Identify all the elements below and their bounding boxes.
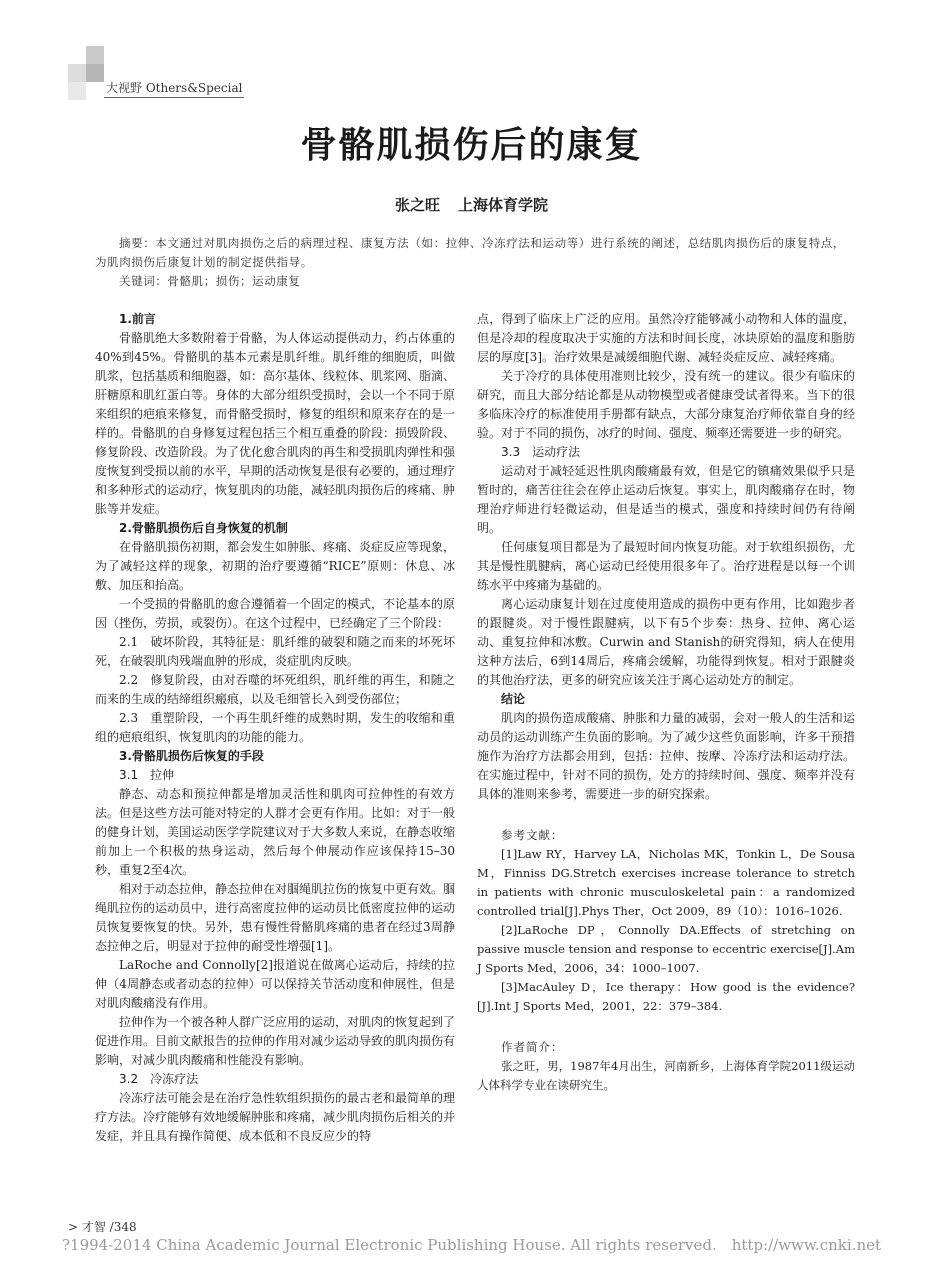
references-heading: 参考文献： <box>501 828 564 842</box>
paragraph: 2.2 修复阶段，由对吞噬的坏死组织，肌纤维的再生，和随之而来的生成的结缔组织瘢痕，以及毛细管长入到受伤部位； <box>95 673 455 706</box>
author-bio-heading: 作者简介： <box>501 1040 564 1054</box>
section-heading: 结论 <box>501 692 526 706</box>
subsection-heading: 3.2 冷冻疗法 <box>119 1072 199 1086</box>
paragraph: LaRoche and Connolly[2]报道说在做离心运动后，持续的拉伸（4周静态或者动态的拉伸）可以保持关节活动度和伸展性，但是对肌肉酸痛没有作用。 <box>95 958 455 1010</box>
section-label: 大视野 Others&Special <box>106 81 243 95</box>
paragraph: 任何康复项目都是为了最短时间内恢复功能。对于软组织损伤，尤其是慢性肌腱病，离心运动已经使用很多年了。治疗进程是以每一个训练水平中疼痛为基础的。 <box>477 540 855 592</box>
section-heading: 1.前言 <box>119 312 156 326</box>
paragraph: 在骨骼肌损伤初期，都会发生如肿胀、疼痛、炎症反应等现象，为了减轻这样的现象，初期的治疗要遵循“RICE”原则：休息、冰敷、加压和抬高。 <box>95 540 456 592</box>
header-decoration-square <box>68 82 86 100</box>
paragraph: 2.3 重塑阶段，一个再生肌纤维的成熟时期，发生的收缩和重组的疤痕组织，恢复肌肉的功能的能力。 <box>95 711 455 744</box>
reference-item: [3]MacAuley D，Ice therapy：How good is the evidence?[J].Int J Sports Med，2001，22：379–384. <box>477 980 855 1013</box>
abstract-text: 摘要：本文通过对肌肉损伤之后的病理过程、康复方法（如：拉伸、冷冻疗法和运动等）进行系统的阐述，总结肌肉损伤后的康复特点，为肌肉损伤后康复计划的制定提供指导。 <box>95 236 845 269</box>
section-heading: 3.骨骼肌损伤后恢复的手段 <box>119 749 264 763</box>
paragraph: 一个受损的骨骼肌的愈合遵循着一个固定的模式，不论基本的原因（挫伤，劳损，或裂伤）。在这个过程中，已经确定了三个阶段： <box>95 597 456 630</box>
paragraph: 静态、动态和预拉伸都是增加灵活性和肌肉可拉伸性的有效方法。但是这些方法可能对特定的人群才会更有作用。比如：对于一般的健身计划，美国运动医学学院建议对于大多数人来说，在静态收缩前加上一个积极的热身运动，然后每个伸展动作应该保持15–30秒，重复2至4次。 <box>95 787 456 877</box>
reference-item: [2]LaRoche DP，Connolly DA.Effects of stretching on passive muscle tension and response to eccentric exercise[J].Am J Sports Med，2006，34：1000–1007. <box>477 923 855 975</box>
header-decoration-square <box>68 64 86 82</box>
paragraph: 点，得到了临床上广泛的应用。虽然冷疗能够减小动物和人体的温度，但是冷却的程度取决于实施的方法和时间长度，冰块原始的温度和脂肪层的厚度[3]。治疗效果是减缓细胞代谢、减轻炎症反应、减轻疼痛。 <box>477 312 855 364</box>
subsection-heading: 3.1 拉伸 <box>119 768 175 782</box>
page-number: > 才智 /348 <box>68 1220 137 1234</box>
section-heading: 2.骨骼肌损伤后自身恢复的机制 <box>119 521 288 535</box>
paragraph: 冷冻疗法可能会是在治疗急性软组织损伤的最古老和最简单的理疗方法。冷疗能够有效地缓解肿胀和疼痛，减少肌肉损伤后相关的并发症，并且具有操作简便、成本低和不良反应少的特 <box>95 1091 456 1143</box>
author-name: 张之旺 <box>394 196 440 214</box>
author-affiliation: 上海体育学院 <box>458 196 549 214</box>
right-column <box>477 310 855 1095</box>
header-decoration-square <box>86 46 104 64</box>
paragraph: 相对于动态拉伸，静态拉伸在对腘绳肌拉伤的恢复中更有效。腘绳肌拉伤的运动员中，进行高密度拉伸的运动员比低密度拉伸的运动员恢复要恢复的快。另外，患有慢性骨骼肌疼痛的患者在经过3周静态拉伸之后，明显对于拉伸的耐受性增强[1]。 <box>95 882 456 953</box>
author-bio: 张之旺，男，1987年4月出生，河南新乡，上海体育学院2011级运动人体科学专业在读研究生。 <box>477 1059 855 1092</box>
copyright-watermark: ?1994-2014 China Academic Journal Electronic Publishing House. All rights reserved. http://www.cnki.net <box>61 1236 882 1254</box>
article-title: 骨骼肌损伤后的康复 <box>300 124 643 166</box>
paragraph: 关于冷疗的具体使用准则比较少，没有统一的建议。很少有临床的研究，而且大部分结论都是从动物模型或者健康受试者得来。当下的很多临床冷疗的标准使用手册都有缺点，大部分康复治疗师依靠自身的经验。对于不同的损伤，冰疗的时间、强度、频率还需要进一步的研究。 <box>477 369 855 440</box>
paragraph: 2.1 破坏阶段，其特征是：肌纤维的破裂和随之而来的坏死坏死，在破裂肌肉残端血肿的形成，炎症肌肉反映。 <box>95 635 455 668</box>
author-line <box>0 194 943 215</box>
abstract-block <box>95 234 855 291</box>
header-divider <box>104 97 244 98</box>
left-column <box>95 310 455 1146</box>
paragraph: 拉伸作为一个被各种人群广泛应用的运动，对肌肉的恢复起到了促进作用。目前文献报告的拉伸的作用对减少运动导致的肌肉损伤有影响，对减少肌肉酸痛和性能没有影响。 <box>95 1015 456 1067</box>
paragraph: 离心运动康复计划在过度使用造成的损伤中更有作用，比如跑步者的跟腱炎。对于慢性跟腱病，以下有5个步奏：热身、拉伸、离心运动、重复拉伸和冰敷。Curwin and Stanish的研究得知，病人在使用这种方法后，6到14周后，疼痛会缓解，功能得到恢复。相对于跟腱炎的其他治疗法，更多的研究应该关注于离心运动处方的制定。 <box>477 597 855 687</box>
reference-item: [1]Law RY，Harvey LA，Nicholas MK，Tonkin L，De Sousa M，Finniss DG.Stretch exercises increase tolerance to stretch in patients with chronic musculoskeletal pain：a randomized controlled trial[J].Phys Ther，Oct 2009，89（10）：1016–1026. <box>477 847 855 918</box>
header-decoration-square <box>86 64 104 82</box>
paragraph: 运动对于减轻延迟性肌肉酸痛最有效，但是它的镇痛效果似乎只是暂时的，痛苦往往会在停止运动后恢复。事实上，肌肉酸痛存在时，物理治疗师进行轻微运动，但是适当的模式，强度和持续时间仍有待阐明。 <box>477 464 855 535</box>
paragraph: 骨骼肌绝大多数附着于骨骼，为人体运动提供动力，约占体重的40%到45%。骨骼肌的基本元素是肌纤维。肌纤维的细胞质，叫做肌浆，包括基质和细胞器，如：高尔基体、线粒体、肌浆网、脂滴、肝糖原和肌红蛋白等。身体的大部分组织受损时，会以一个不同于原来组织的疤痕来修复，而骨骼受损时，修复的组织和原来存在的是一样的。骨骼肌的自身修复过程包括三个相互重叠的阶段：损毁阶段、修复阶段、改造阶段。为了优化愈合肌肉的再生和受损肌肉弹性和强度恢复到受损以前的水平，早期的活动恢复是很有必要的，通过理疗和多种形式的运动疗，恢复肌肉的功能，减轻肌肉损伤后的疼痛、肿胀等并发症。 <box>95 331 456 516</box>
subsection-heading: 3.3 运动疗法 <box>501 445 581 459</box>
keywords: 关键词：骨骼肌；损伤；运动康复 <box>119 274 301 288</box>
paragraph: 肌肉的损伤造成酸痛、肿胀和力量的减弱，会对一般人的生活和运动员的运动训练产生负面的影响。为了减少这些负面影响，许多干预措施作为治疗方法都会用到，包括：拉伸、按摩、冷冻疗法和运动疗法。在实施过程中，针对不同的损伤，处方的持续时间、强度、频率并没有具体的准则来参考，需要进一步的研究探索。 <box>477 711 855 801</box>
